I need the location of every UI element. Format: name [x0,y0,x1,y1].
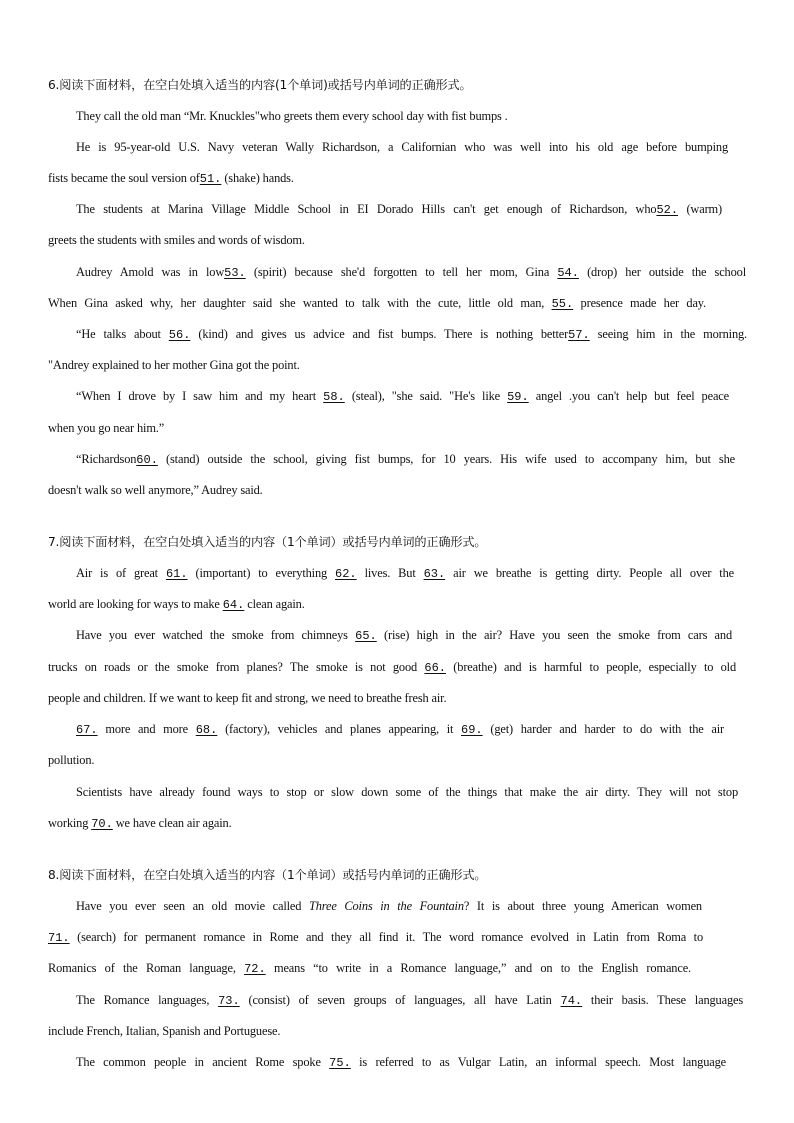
blank-74[interactable]: 74. [560,994,583,1008]
blank-61[interactable]: 61. [165,567,188,581]
text-run: "Andrey explained to her mother Gina got the point. [48,358,300,372]
text-run: is referred to as Vulgar Latin, an informal speech. Most language [350,1055,726,1069]
section-7-heading: 7.阅读下面材料，在空白处填入适当的内容（1个单词）或括号内单词的正确形式。 [48,535,487,549]
text-run: clean again. [244,597,305,611]
passage-line [48,752,760,768]
passage-line [76,139,728,155]
text-run: Romanics of the Roman language, [48,961,245,975]
blank-73[interactable]: 73. [218,994,240,1008]
text-run: people and children. If we want to keep fit and strong, we need to breathe fresh air. [48,691,447,705]
text-run: (important) to everything [187,566,336,580]
passage-line [76,451,735,468]
passage-line [48,960,691,977]
passage-line [48,596,760,613]
blank-75[interactable]: 75. [329,1056,351,1070]
passage-line [48,815,760,832]
movie-title: Three Coins in the Fountain [309,899,464,913]
passage-line [76,1054,726,1071]
text-run: more and more [97,722,196,736]
blank-55[interactable]: 55. [551,297,574,311]
text-run: Audrey Amold was in low [76,265,225,279]
passage-line [76,627,732,644]
text-run: lives. But [356,566,424,580]
text-run: their basis. These languages [582,993,744,1007]
passage-line [48,232,760,248]
passage-line [76,108,760,124]
blank-60[interactable]: 60. [136,453,158,467]
text-run: Air is of great [76,566,166,580]
text-run: (get) harder and harder to do with the air [482,722,724,736]
text-run: Have you ever watched the smoke from chimneys [76,628,356,642]
passage-line [76,992,743,1009]
blank-68[interactable]: 68. [195,723,218,737]
text-run: doesn't walk so well anymore,” Audrey said. [48,483,263,497]
text-run: presence made her day. [573,296,706,310]
text-run: (shake) hands. [221,171,294,185]
blank-59[interactable]: 59. [507,390,529,404]
blank-56[interactable]: 56. [168,328,191,342]
text-run: (search) for permanent romance in Rome and they all find it. The word romance evolved in Latin from Roma to [69,930,703,944]
text-run: The Romance languages, [76,993,219,1007]
passage-line [76,326,747,343]
text-run: (rise) high in the air? Have you seen the smoke from cars and [376,628,732,642]
blank-52[interactable]: 52. [656,203,679,217]
text-run: (drop) her outside the school [578,265,746,279]
text-run: (warm) [678,202,723,216]
blank-62[interactable]: 62. [335,567,357,581]
passage-line [76,898,702,914]
passage-line [76,388,729,405]
text-run: They call the old man “Mr. Knuckles"who greets them every school day with fist bumps . [76,109,508,123]
section-6-heading: 6.阅读下面材料，在空白处填入适当的内容(1个单词)或括号内单词的正确形式。 [48,78,472,92]
text-run: The common people in ancient Rome spoke [76,1055,330,1069]
blank-51[interactable]: 51. [199,172,222,186]
passage-line [48,659,736,676]
passage-line [48,357,760,373]
text-run: (breathe) and is harmful to people, especially to old [445,660,736,674]
blank-64[interactable]: 64. [222,598,245,612]
text-run: ? It is about three young American women [463,899,702,913]
passage-line [76,784,738,800]
text-run: trucks on roads or the smoke from planes? The smoke is not good [48,660,425,674]
passage-line [48,420,760,436]
blank-67[interactable]: 67. [76,723,98,737]
text-run: seeing him in the morning. [589,327,747,341]
text-run: When Gina asked why, her daughter said she wanted to talk with the cute, little old man, [48,296,552,310]
text-run: world are looking for ways to make [48,597,223,611]
text-run: (spirit) because she'd forgotten to tell her mom, Gina [245,265,558,279]
text-run: when you go near him.” [48,421,165,435]
text-run: pollution. [48,753,95,767]
text-run: means “to write in a Romance language,” and on to the English romance. [265,961,691,975]
blank-69[interactable]: 69. [461,723,483,737]
text-run: (kind) and gives us advice and fist bumps. There is nothing better [190,327,569,341]
text-run: we have clean air again. [112,816,232,830]
passage-line [76,565,734,582]
blank-63[interactable]: 63. [423,567,446,581]
text-run: Scientists have already found ways to stop or slow down some of the things that make the air dirty. They will not stop [76,785,738,799]
blank-57[interactable]: 57. [568,328,590,342]
text-run: “When I drove by I saw him and my heart [76,389,324,403]
blank-53[interactable]: 53. [224,266,246,280]
blank-54[interactable]: 54. [557,266,579,280]
section-8-heading: 8.阅读下面材料，在空白处填入适当的内容（1个单词）或括号内单词的正确形式。 [48,868,487,882]
passage-line [76,721,724,738]
blank-66[interactable]: 66. [424,661,446,675]
text-run: angel .you can't help but feel peace [528,389,730,403]
text-run: working [48,816,92,830]
text-run: (stand) outside the school, giving fist bumps, for 10 years. His wife used to accompany him, but she [157,452,735,466]
blank-58[interactable]: 58. [323,390,345,404]
passage-line [48,170,760,187]
passage-line [48,295,706,312]
passage-line [76,201,722,218]
text-run: fists became the soul version of [48,171,200,185]
text-run: “Richardson [76,452,137,466]
text-run: He is 95-year-old U.S. Navy veteran Wally Richardson, a Californian who was well into his old age before bumping [76,140,728,154]
blank-72[interactable]: 72. [244,962,266,976]
passage-line [48,690,760,706]
text-run: The students at Marina Village Middle School in EI Dorado Hills can't get enough of Richardson, who [76,202,657,216]
text-run: (consist) of seven groups of languages, all have Latin [239,993,561,1007]
passage-line [76,264,746,281]
text-run: include French, Italian, Spanish and Portuguese. [48,1024,281,1038]
text-run: (factory), vehicles and planes appearing, it [217,722,462,736]
passage-line [48,1023,760,1039]
blank-71[interactable]: 71. [48,931,70,945]
passage-line [48,929,703,946]
text-run: Have you ever seen an old movie called [76,899,309,913]
blank-65[interactable]: 65. [355,629,377,643]
passage-line [48,482,760,498]
text-run: “He talks about [76,327,169,341]
text-run: (steal), "she said. "He's like [344,389,508,403]
blank-70[interactable]: 70. [91,817,113,831]
text-run: greets the students with smiles and words of wisdom. [48,233,305,247]
text-run: air we breathe is getting dirty. People all over the [445,566,734,580]
